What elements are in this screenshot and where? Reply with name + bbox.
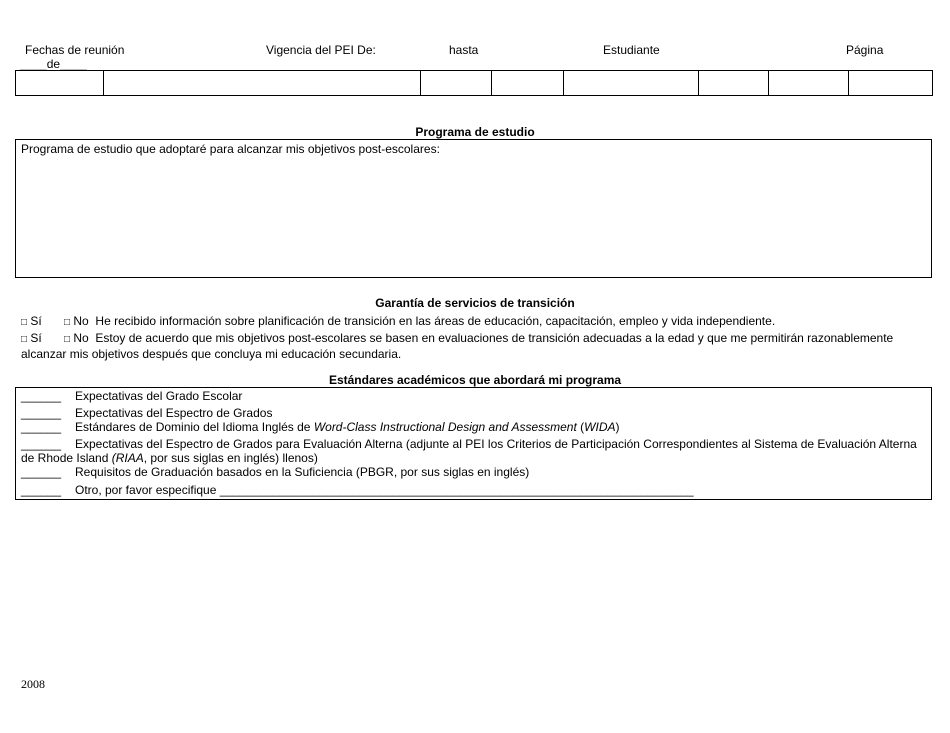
standard-item-pbgr: ______ Requisitos de Graduación basados en la Suficiencia (PBGR, por sus siglas en inglés) xyxy=(21,465,530,479)
transition-services-title: Garantía de servicios de transición xyxy=(375,296,575,310)
transition-item-2 xyxy=(21,331,921,361)
meeting-date-field[interactable] xyxy=(16,71,104,96)
footer-year: 2008 xyxy=(21,677,45,691)
no-checkbox-icon[interactable]: □ xyxy=(64,334,71,345)
transition-item-1 xyxy=(21,314,921,330)
transition-item-1-text: He recibido información sobre planificación de transición en las áreas de educación, capacitación, empleo y vida independiente. xyxy=(95,314,776,328)
meeting-dates-de-label: ____de____ xyxy=(20,57,87,71)
standard-item-grade-expectations: ______ Expectativas del Grado Escolar xyxy=(21,389,243,403)
meeting-dates-label: Fechas de reunión xyxy=(25,43,125,57)
standard-blank[interactable]: ______ xyxy=(21,483,62,497)
yes-checkbox-icon[interactable]: □ xyxy=(21,317,28,328)
page-label: Página xyxy=(846,43,884,57)
no-label: No xyxy=(73,331,89,345)
standard-blank[interactable]: ______ xyxy=(21,420,62,434)
standard-blank[interactable]: ______ xyxy=(21,437,62,451)
iep-validity-to-label: hasta xyxy=(449,43,479,57)
iep-from-date-field[interactable] xyxy=(421,71,492,96)
academic-standards-title: Estándares académicos que abordará mi programa xyxy=(328,373,622,387)
standard-blank[interactable]: ______ xyxy=(21,389,62,403)
no-label: No xyxy=(73,314,89,328)
page-total-field[interactable] xyxy=(849,71,933,96)
standard-item-alternate-assessment: ______ Expectativas del Espectro de Grados para Evaluación Alterna (adjunte al PEI los Criterios de Participación Correspondientes al Sistema de Evaluación Alterna de Rhode Island (RIAA, por sus siglas en inglés) llenos) xyxy=(21,437,917,465)
program-of-study-title: Programa de estudio xyxy=(415,125,535,139)
yes-checkbox-icon[interactable]: □ xyxy=(21,334,28,345)
standard-item-grade-span: ______ Expectativas del Espectro de Grados xyxy=(21,406,273,420)
header-fields-table xyxy=(15,70,933,96)
no-checkbox-icon[interactable]: □ xyxy=(64,317,71,328)
yes-label: Sí xyxy=(30,331,42,345)
program-of-study-box[interactable] xyxy=(15,139,932,278)
yes-label: Sí xyxy=(30,314,42,328)
page-number-field[interactable] xyxy=(769,71,849,96)
student-label: Estudiante xyxy=(603,43,660,57)
iep-validity-from-label: Vigencia del PEI De: xyxy=(266,43,376,57)
standard-item-wida: ______ Estándares de Dominio del Idioma Inglés de Word-Class Instructional Design and Assessment (WIDA) xyxy=(21,420,620,434)
transition-item-2-text: Estoy de acuerdo que mis objetivos post-escolares se basen en evaluaciones de transición adecuadas a la edad y que me permitirán razonablemente alcanzar mis objetivos después que concluya mi educación secundaria. xyxy=(21,331,894,361)
program-of-study-prompt: Programa de estudio que adoptaré para alcanzar mis objetivos post-escolares: xyxy=(21,142,440,156)
standard-blank[interactable]: ______ xyxy=(21,465,62,479)
academic-standards-box xyxy=(15,387,932,500)
standard-blank[interactable]: ______ xyxy=(21,406,62,420)
student-name-field[interactable] xyxy=(564,71,699,96)
iep-to-date-field[interactable] xyxy=(492,71,564,96)
standard-item-other: ______ Otro, por favor especifique _______________________________________________________________________ xyxy=(21,483,694,497)
meeting-date-detail-field[interactable] xyxy=(104,71,421,96)
student-extra-field[interactable] xyxy=(699,71,769,96)
